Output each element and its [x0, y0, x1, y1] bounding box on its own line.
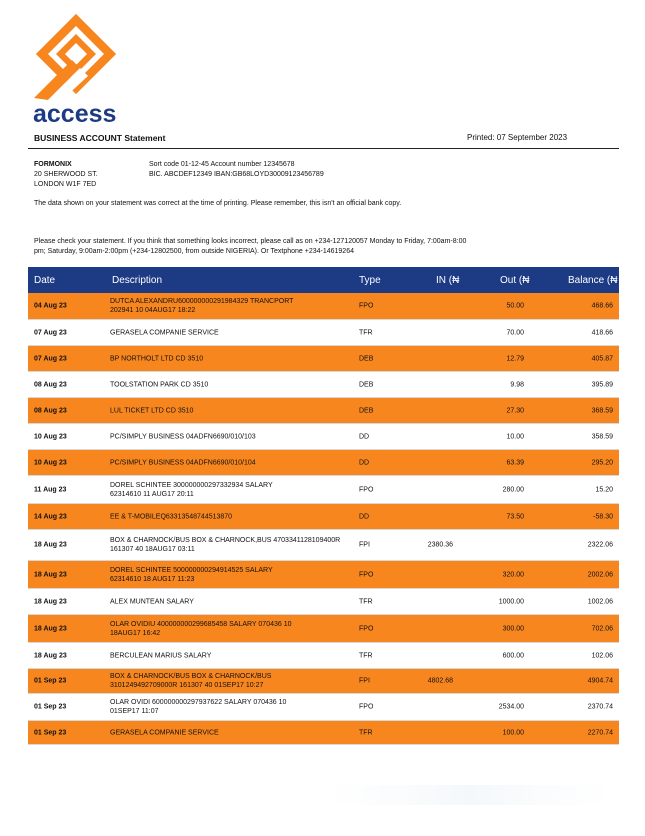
page-blur: [330, 785, 610, 805]
cell-date: 01 Sep 23: [34, 729, 67, 736]
cell-balance: 4904.74: [587, 677, 613, 685]
bic-iban-line: BIC. ABCDEF12349 IBAN:GB68LOYD30009123456789: [149, 171, 324, 178]
cell-type: TFR: [359, 729, 373, 736]
table-row: [28, 424, 619, 450]
col-out: Out (₦: [500, 275, 530, 286]
cell-out: 300.00: [502, 625, 524, 632]
cell-type: FPI: [359, 541, 370, 549]
cell-balance: 15.20: [595, 486, 613, 493]
table-row: [28, 721, 619, 745]
cell-type: FPO: [359, 571, 374, 578]
document-title: BUSINESS ACCOUNT Statement: [34, 133, 166, 143]
address-line-2: LONDON W1F 7ED: [34, 181, 97, 188]
table-row: [28, 589, 619, 615]
customer-name: FORMONIX: [34, 161, 72, 168]
col-in: IN (₦: [436, 275, 460, 286]
cell-balance: 395.89: [591, 381, 613, 388]
cell-date: 07 Aug 23: [34, 355, 67, 362]
cell-out: 280.00: [502, 486, 524, 493]
contact-note: Please check your statement. If you think that something looks incorrect, please call as on +234-127120057 Monday to Friday, 7:00am-8:00 pm; Saturday, 9:00am-2:00pm (+234-12802500, from outside NIGERIA). Or Textphone +234-14619264: [34, 238, 467, 255]
cell-type: DD: [359, 459, 370, 466]
cell-type: DD: [359, 433, 370, 440]
cell-date: 07 Aug 23: [34, 329, 67, 336]
cell-date: 11 Aug 23: [34, 486, 67, 493]
table-row: [28, 293, 619, 320]
cell-balance: 702.06: [591, 625, 613, 632]
cell-balance: 295.20: [591, 459, 613, 466]
cell-out: 100.00: [502, 729, 524, 736]
cell-date: 18 Aug 23: [34, 598, 67, 605]
cell-description: PC/SIMPLY BUSINESS 04ADFN6690/010/104: [110, 459, 256, 466]
cell-description: BERCULEAN MARIUS SALARY: [110, 652, 212, 659]
cell-balance: 405.87: [591, 355, 613, 362]
cell-date: 10 Aug 23: [34, 459, 67, 466]
table-header: [28, 267, 619, 293]
col-date: Date: [34, 275, 56, 286]
printed-date: Printed: 07 September 2023: [467, 133, 568, 142]
table-row: [28, 694, 619, 721]
table-row: [28, 476, 619, 504]
cell-description: DOREL SCHINTEE 500000000294914525 SALARY 62314610 18 AUG17 11:23: [110, 566, 273, 583]
cell-description: OLAR OVIDI 600000000297937622 SALARY 070436 10 01SEP17 11:07: [110, 699, 287, 715]
cell-balance: 468.66: [591, 302, 613, 310]
table-row: [28, 561, 619, 589]
cell-balance: 1002.06: [587, 598, 613, 605]
cell-date: 08 Aug 23: [34, 381, 67, 388]
access-logo-icon: [34, 12, 118, 100]
cell-type: TFR: [359, 652, 373, 659]
bank-details: [149, 160, 324, 180]
cell-type: TFR: [359, 329, 373, 336]
table-row: [28, 669, 619, 694]
table-row: [28, 372, 619, 398]
cell-balance: 102.06: [591, 652, 613, 659]
sort-code-line: Sort code 01-12-45 Account number 12345678: [149, 161, 295, 168]
cell-description: GERASELA COMPANIE SERVICE: [110, 729, 219, 736]
cell-description: PC/SIMPLY BUSINESS 04ADFN6690/010/103: [110, 433, 256, 440]
table-row: [28, 450, 619, 476]
cell-out: 2534.00: [498, 703, 524, 711]
cell-description: BP NORTHOLT LTD CD 3510: [110, 355, 204, 362]
cell-description: ALEX MUNTEAN SALARY: [110, 598, 194, 605]
table-row: [28, 530, 619, 561]
cell-type: DEB: [359, 381, 374, 388]
cell-out: 70.00: [506, 329, 524, 336]
cell-out: 73.50: [506, 513, 524, 520]
cell-date: 08 Aug 23: [34, 407, 67, 414]
table-row: [28, 320, 619, 346]
cell-out: 63.39: [506, 459, 524, 466]
cell-balance: 2370.74: [587, 703, 613, 711]
cell-description: GERASELA COMPANIE SERVICE: [110, 329, 219, 336]
cell-description: DOREL SCHINTEE 300000000297332934 SALARY 62314610 11 AUG17 20:11: [110, 481, 273, 498]
cell-out: 10.00: [506, 433, 524, 440]
address-line-1: 20 SHERWOOD ST.: [34, 171, 98, 178]
cell-type: TFR: [359, 598, 373, 605]
cell-balance: 358.59: [591, 433, 613, 440]
cell-type: DEB: [359, 355, 374, 362]
col-type: Type: [359, 275, 381, 286]
cell-type: FPO: [359, 302, 374, 310]
header-divider: [28, 148, 619, 149]
col-description: Description: [112, 275, 163, 286]
cell-date: 01 Sep 23: [34, 677, 67, 685]
cell-balance: 2002.06: [587, 571, 613, 578]
cell-description: TOOLSTATION PARK CD 3510: [110, 381, 209, 388]
brand-wordmark: access: [33, 100, 117, 128]
cell-description: DUTCA ALEXANDRU600000000291984329 TRANCPORT 202941 10 04AUG17 18:22: [110, 298, 294, 314]
cell-out: 12.79: [506, 355, 524, 362]
table-row: [28, 504, 619, 530]
cell-out: 50.00: [506, 302, 524, 310]
cell-type: FPO: [359, 486, 374, 493]
cell-type: FPO: [359, 625, 374, 632]
cell-date: 18 Aug 23: [34, 571, 67, 578]
cell-type: FPO: [359, 703, 374, 711]
cell-type: DEB: [359, 407, 374, 414]
cell-date: 01 Sep 23: [34, 703, 67, 711]
cell-type: DD: [359, 513, 370, 520]
cell-out: 9.98: [510, 381, 524, 388]
cell-out: 600.00: [502, 652, 524, 659]
col-balance: Balance (₦: [568, 275, 618, 286]
table-row: [28, 346, 619, 372]
table-row: [28, 643, 619, 669]
cell-out: 1000.00: [498, 598, 524, 605]
cell-balance: 418.66: [591, 329, 613, 336]
cell-in: 2380.36: [427, 541, 453, 549]
table-row: [28, 398, 619, 424]
cell-date: 18 Aug 23: [34, 541, 67, 549]
cell-date: 14 Aug 23: [34, 513, 67, 520]
cell-balance: 2270.74: [587, 729, 613, 736]
customer-address: [34, 160, 98, 190]
cell-description: OLAR OVIDIU 400000000299685458 SALARY 070436 10 18AUG17 16:42: [110, 620, 292, 637]
cell-description: EE & T-MOBILEQ63313548744513870: [110, 513, 233, 520]
cell-in: 4802.68: [427, 677, 453, 685]
cell-balance: -58.30: [593, 513, 613, 520]
cell-description: LUL TICKET LTD CD 3510: [110, 407, 194, 414]
cell-type: FPI: [359, 677, 370, 685]
transactions-table: [28, 293, 619, 745]
cell-balance: 368.59: [591, 407, 613, 414]
cell-description: BOX & CHARNOCK/BUS BOX & CHARNOCK,BUS 4703341128109400R 161307 40 18AUG17 03:11: [110, 537, 341, 553]
cell-date: 18 Aug 23: [34, 625, 67, 632]
cell-date: 18 Aug 23: [34, 652, 67, 659]
cell-out: 320.00: [502, 571, 524, 578]
cell-description: BOX & CHARNOCK/BUS BOX & CHARNOCK/BUS 3101249492709000R 161307 40 01SEP17 10:27: [110, 673, 272, 689]
cell-date: 04 Aug 23: [34, 302, 67, 310]
cell-date: 10 Aug 23: [34, 433, 67, 440]
table-row: [28, 615, 619, 643]
cell-balance: 2322.06: [587, 541, 613, 549]
statement-note: The data shown on your statement was correct at the time of printing. Please remember, this isn't an official bank copy.: [34, 200, 402, 207]
cell-out: 27.30: [506, 407, 524, 414]
